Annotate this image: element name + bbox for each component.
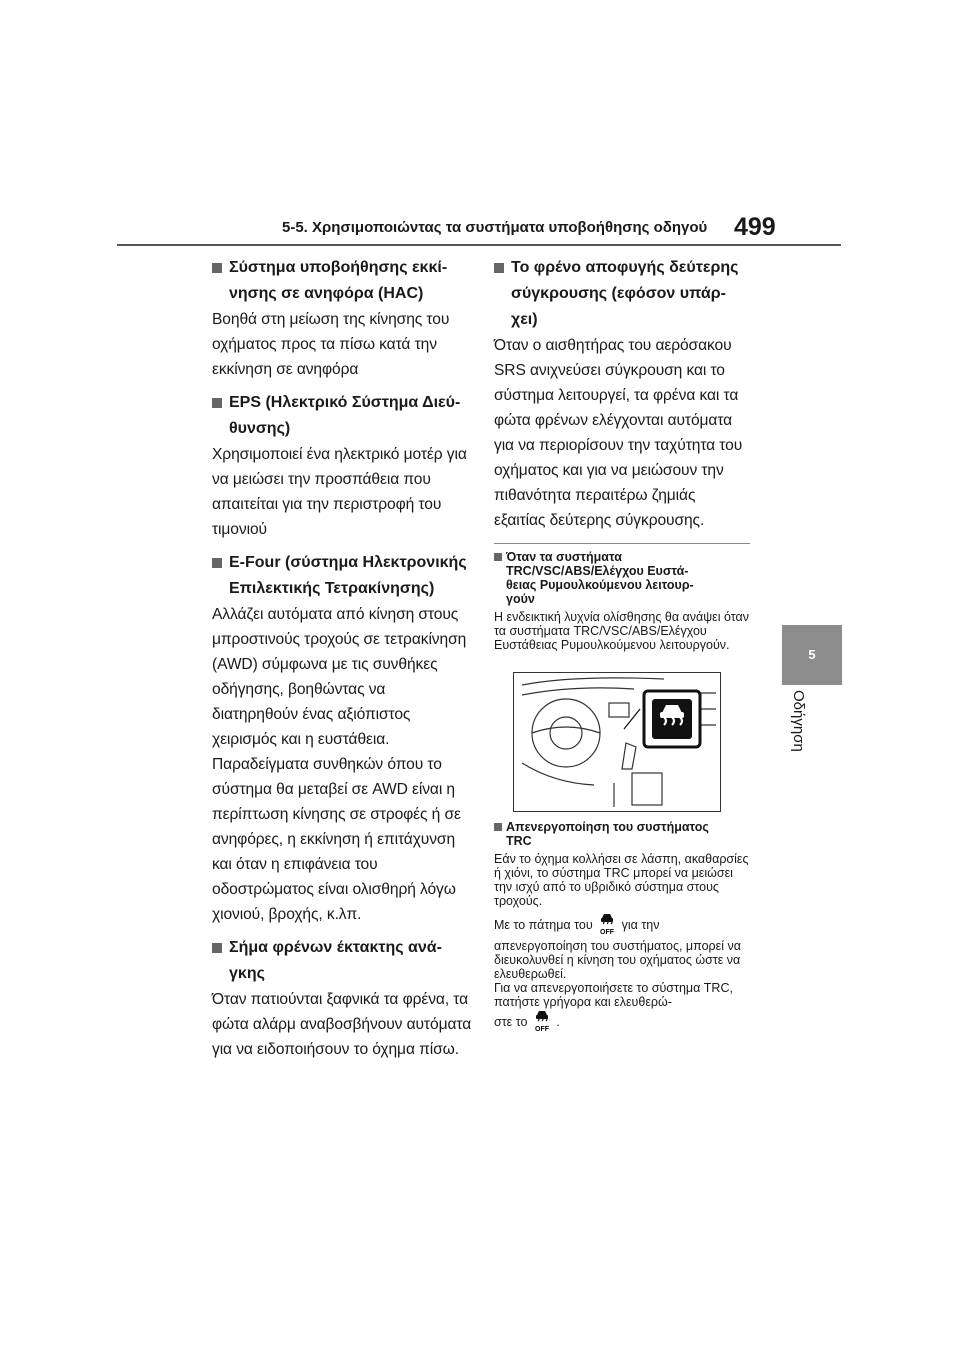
bullet-square-icon	[212, 398, 222, 408]
subsection-title: Όταν τα συστήματα TRC/VSC/ABS/Ελέγχου Ευστά- θειας Ρυμουλκούμενου λειτουρ- γούν	[506, 550, 694, 606]
section-eps	[212, 390, 474, 542]
header-title: 5-5. Χρησιμοποιώντας τα συστήματα υποβοήθησης οδηγού	[282, 219, 708, 236]
right-column	[494, 255, 750, 1036]
bullet-square-icon	[494, 263, 504, 273]
dashboard-slip-indicator-image	[514, 673, 720, 811]
subsection-trc-vsc-operation	[494, 550, 750, 652]
text-fragment: για την απενεργοποίηση του συστήματος, μπορεί να διευκολυνθεί η κίνηση του οχήματος ώστε να ελευθερωθεί.	[494, 917, 741, 981]
subsection-body	[494, 912, 750, 1036]
section-emergency-brake-signal	[212, 935, 474, 1062]
section-efour	[212, 550, 474, 927]
text-fragment: .	[556, 1014, 560, 1029]
header-divider	[117, 244, 841, 246]
section-title: E-Four (σύστημα Ηλεκτρονικής Επιλεκτικής Τετρακίνησης)	[229, 554, 467, 597]
left-column	[212, 255, 474, 1070]
bullet-square-icon	[212, 558, 222, 568]
subsection-title: Απενεργοποίηση του συστήματος TRC	[506, 820, 709, 848]
chapter-tab: 5	[782, 625, 842, 685]
text-fragment: Για να απενεργοποιήσετε το σύστημα TRC, πατήστε γρήγορα και ελευθερώ-	[494, 981, 733, 1009]
subsection-body: Εάν το όχημα κολλήσει σε λάσπη, ακαθαρσίες ή χιόνι, το σύστημα TRC μπορεί να μειώσει την ισχύ από το υβριδικό σύστημα στους τροχούς.	[494, 852, 749, 908]
svg-text:OFF: OFF	[534, 1026, 549, 1033]
section-divider	[494, 543, 750, 544]
section-secondary-collision-brake	[494, 255, 750, 533]
bullet-square-icon	[494, 553, 502, 561]
section-body: Χρησιμοποιεί ένα ηλεκτρικό μοτέρ για να μειώσει την προσπάθεια που απαιτείται για την περιστροφή του τιμονιού	[212, 446, 467, 538]
section-hac	[212, 255, 474, 382]
section-body: Αλλάζει αυτόματα από κίνηση στους μπροστινούς τροχούς σε τετρακίνηση (AWD) σύμφωνα με τις συνθήκες οδήγησης, βοηθώντας να διατηρηθούν ένας αξιόπιστος χειρισμός και η ευστάθεια. Παραδείγματα συνθηκών όπου το σύστημα θα μεταβεί σε AWD είναι η περίπτωση κίνησης σε στροφές ή σε ανηφόρες, η εκκίνηση ή επιτάχυνση και όταν η επιφάνεια του οδοστρώματος είναι ολισθηρή λόγω χιονιού, βροχής, κ.λπ.	[212, 606, 467, 923]
dashboard-illustration	[513, 672, 721, 812]
section-body: Όταν πατιούνται ξαφνικά τα φρένα, τα φώτα αλάρμ αναβοσβήνουν αυτόματα για να ειδοποιήσουν το όχημα πίσω.	[212, 991, 472, 1058]
bullet-square-icon	[212, 943, 222, 953]
svg-text:OFF: OFF	[600, 929, 615, 936]
text-fragment: στε το	[494, 1014, 528, 1029]
section-body: Όταν ο αισθητήρας του αερόσακου SRS ανιχνεύσει σύγκρουση και το σύστημα λειτουργεί, τα φρένα και τα φώτα φρένων ελέγχονται αυτόματα για να περιορίσουν την ταχύτητα του οχήματος και για να μειώσουν την πιθανότητα περαιτέρω ζημιάς εξαιτίας δεύτερης σύγκρουσης.	[494, 337, 743, 529]
subsection-trc-deactivation	[494, 820, 750, 1036]
text-fragment: Με το πάτημα του	[494, 917, 593, 932]
section-body: Βοηθά στη μείωση της κίνησης του οχήματος προς τα πίσω κατά την εκκίνηση σε ανηφόρα	[212, 311, 450, 378]
bullet-square-icon	[212, 263, 222, 273]
chapter-label: Οδήγηση	[790, 690, 807, 752]
page-number: 499	[734, 213, 776, 241]
vsc-off-icon	[596, 912, 618, 939]
section-title: EPS (Ηλεκτρικό Σύστημα Διεύ- θυνσης)	[229, 394, 461, 437]
section-title: Το φρένο αποφυγής δεύτερης σύγκρουσης (εφόσον υπάρ- χει)	[511, 259, 739, 328]
bullet-square-icon	[494, 823, 502, 831]
subsection-body: Η ενδεικτική λυχνία ολίσθησης θα ανάψει όταν τα συστήματα TRC/VSC/ABS/Ελέγχου Ευστάθειας Ρυμουλκούμενου λειτουργούν.	[494, 610, 749, 652]
vsc-off-icon	[531, 1009, 553, 1036]
section-title: Σήμα φρένων έκτακτης ανά- γκης	[229, 939, 442, 982]
section-title: Σύστημα υποβοήθησης εκκί- νησης σε ανηφόρα (HAC)	[229, 259, 448, 302]
